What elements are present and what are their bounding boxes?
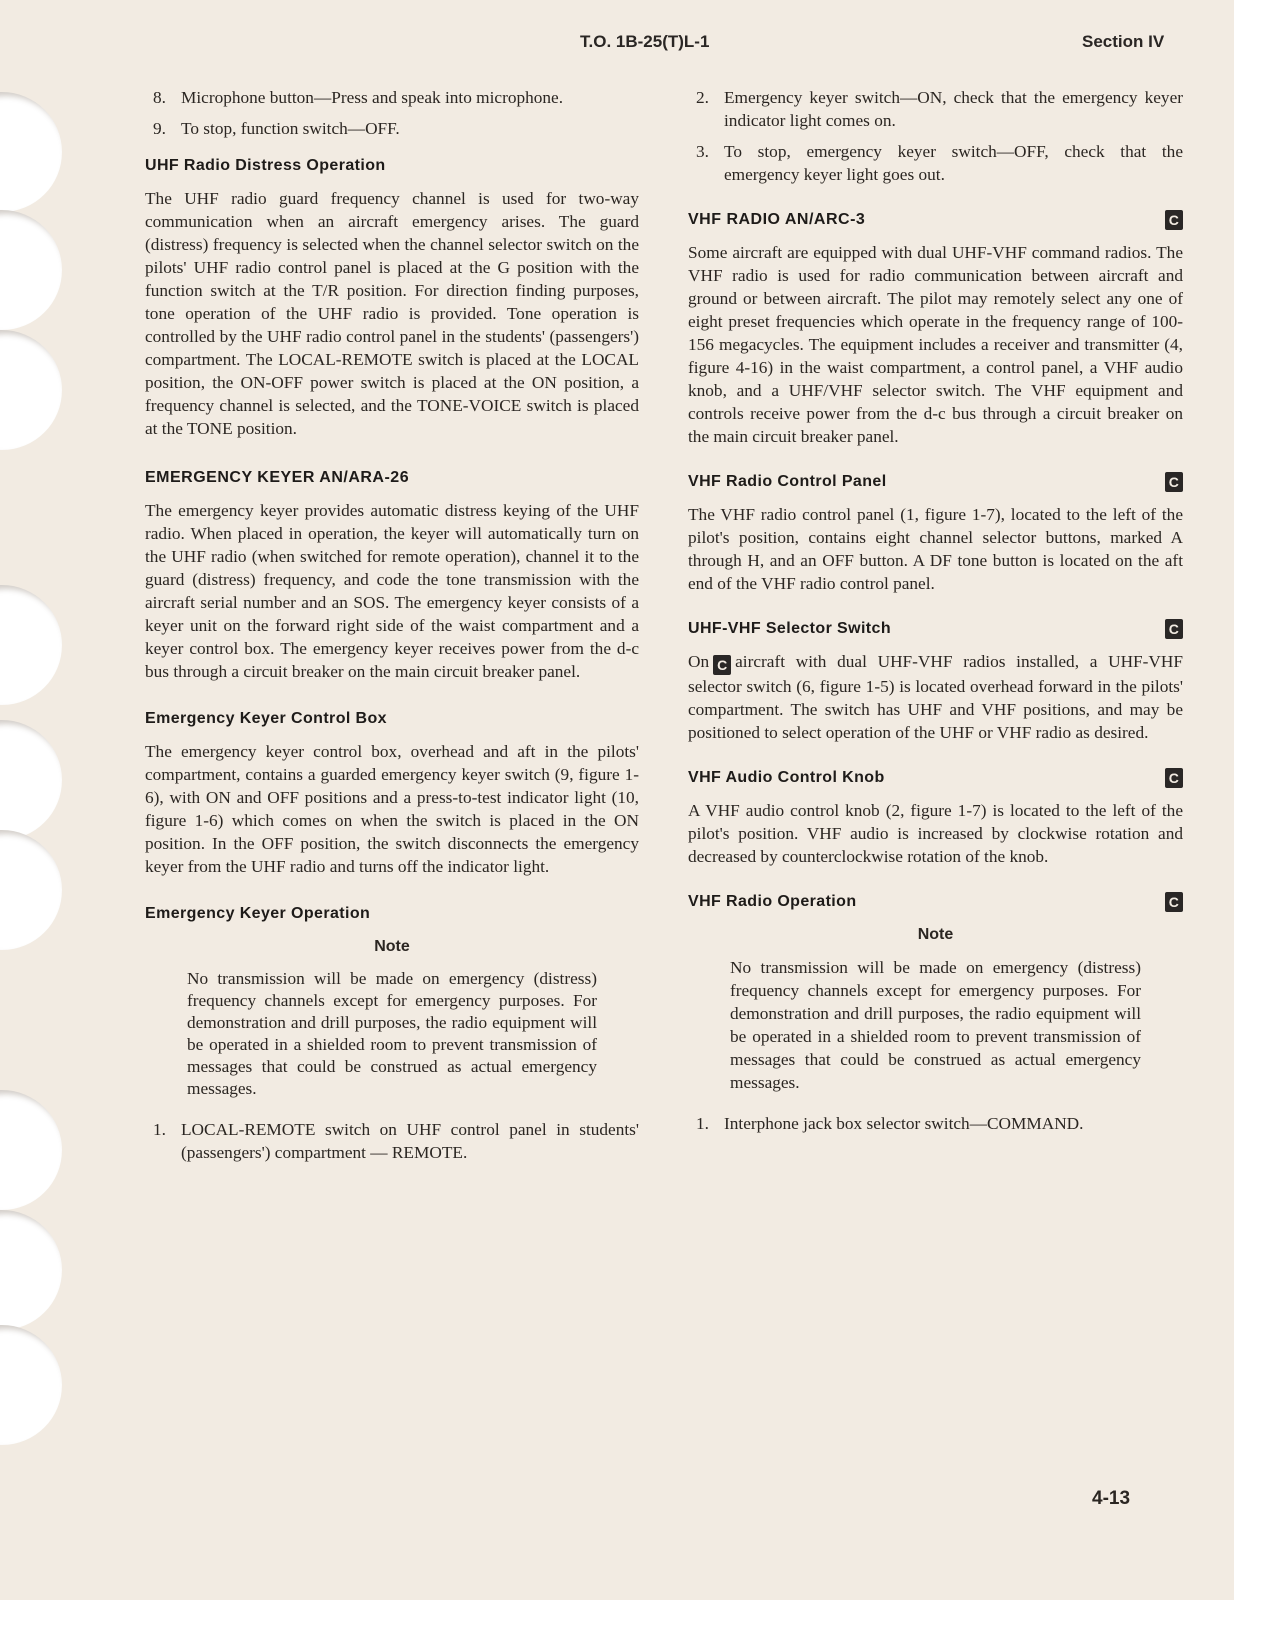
section-heading: UHF Radio Distress Operation xyxy=(145,157,386,174)
binder-hole xyxy=(0,92,62,212)
binder-hole xyxy=(0,585,62,705)
section-heading: Emergency Keyer Operation xyxy=(145,905,371,922)
binder-hole xyxy=(0,720,62,840)
body-paragraph: On C aircraft with dual UHF-VHF radios installed, a UHF-VHF selector switch (6, figure 1-5) is located overhead forward in the pilots' compartment. The switch has UHF and VHF positions, and may be positioned to select operation of the UHF or VHF radio as desired. xyxy=(688,652,1183,742)
configuration-c-badge: C xyxy=(1165,619,1183,639)
page-number: 4-13 xyxy=(1092,1488,1131,1509)
binder-hole xyxy=(0,210,62,330)
section-heading: VHF Radio Control Panel C xyxy=(688,470,1183,493)
note-text: No transmission will be made on emergency (distress) frequency channels except for emergency purposes. For demonstration and drill purposes, the radio equipment will be operated in a shielded room to prevent transmission of messages that could be construed as actual emergency messages. xyxy=(187,969,597,1098)
list-item: 9. To stop, function switch—OFF. xyxy=(153,119,400,138)
body-paragraph: Some aircraft are equipped with dual UHF-VHF command radios. The VHF radio is used for radio communication between aircraft and ground or between aircraft. The pilot may remotely select any one of eight preset frequencies which operate in the frequency range of 100-156 megacycles. The equipment includes a receiver and transmitter (4, figure 4-16) in the waist compartment, a control panel, a VHF audio knob, and a UHF/VHF selector switch. The VHF equipment and controls receive power from the d-c bus through a circuit breaker on the main circuit breaker panel. xyxy=(688,243,1183,446)
left-column xyxy=(145,86,639,1172)
note-title: Note xyxy=(917,926,954,943)
list-item: 8. Microphone button—Press and speak into microphone. xyxy=(153,88,564,107)
binder-hole xyxy=(0,1090,62,1210)
section-heading: VHF Radio Operation C xyxy=(688,890,1183,913)
binder-hole xyxy=(0,330,62,450)
configuration-c-badge: C xyxy=(1165,892,1183,912)
list-item: 1. Interphone jack box selector switch—COMMAND. xyxy=(696,1114,1084,1133)
section-label: Section IV xyxy=(1082,32,1165,51)
body-paragraph: The VHF radio control panel (1, figure 1-7), located to the left of the pilot's position, contains eight channel selector buttons, marked A through H, and an OFF button. A DF tone button is located on the aft end of the VHF radio control panel. xyxy=(688,505,1183,593)
section-heading: VHF RADIO AN/ARC-3 C xyxy=(688,208,1183,231)
body-paragraph: The UHF radio guard frequency channel is used for two-way communication when an aircraft emergency arises. The guard (distress) frequency is selected when the channel selector switch on the pilots' UHF radio control panel is placed at the G position with the function switch at the T/R position. For direction finding purposes, tone operation of the UHF radio is provided. Tone operation is controlled by the UHF radio control panel in the students' (passengers') compartment. The LOCAL-REMOTE switch is placed at the LOCAL position, the ON-OFF power switch is placed at the ON position, a frequency channel is selected, and the TONE-VOICE switch is placed at the TONE position. xyxy=(145,189,639,438)
body-paragraph: The emergency keyer control box, overhead and aft in the pilots' compartment, contains a guarded emergency keyer switch (9, figure 1-6), with ON and OFF positions and a press-to-test indicator light (10, figure 1-6) which comes on when the switch is placed in the ON position. In the OFF position, the switch disconnects the emergency keyer from the UHF radio and turns off the indicator light. xyxy=(145,742,639,876)
section-heading: Emergency Keyer Control Box xyxy=(145,710,387,727)
section-heading: UHF-VHF Selector Switch C xyxy=(688,617,1183,640)
list-item: 1. LOCAL-REMOTE switch on UHF control panel in students' (passengers') compartment — REMOTE. xyxy=(153,1120,639,1162)
binder-hole xyxy=(0,1325,62,1445)
binder-hole xyxy=(0,1210,62,1330)
document-number: T.O. 1B-25(T)L-1 xyxy=(580,32,710,51)
body-paragraph: The emergency keyer provides automatic distress keying of the UHF radio. When placed in operation, the keyer will automatically turn on the UHF radio (when switched for remote operation), channel it to the guard (distress) frequency, and code the tone transmission with the aircraft serial number and an SOS. The emergency keyer consists of a keyer unit on the forward right side of the waist compartment and a keyer control box. The emergency keyer receives power from the d-c bus through a circuit breaker on the main circuit breaker panel. xyxy=(145,501,639,681)
note-title: Note xyxy=(374,938,410,955)
note-text: No transmission will be made on emergency (distress) frequency channels except for emergency purposes. For demonstration and drill purposes, the radio equipment will be operated in a shielded room to prevent transmission of messages that could be construed as actual emergency messages. xyxy=(730,958,1141,1092)
configuration-c-badge: C xyxy=(1165,210,1183,230)
list-item: 2. Emergency keyer switch—ON, check that the emergency keyer indicator light comes on. xyxy=(696,88,1183,130)
section-heading: EMERGENCY KEYER AN/ARA-26 xyxy=(145,469,410,486)
binder-hole xyxy=(0,830,62,950)
configuration-c-badge: C xyxy=(1165,768,1183,788)
body-paragraph: A VHF audio control knob (2, figure 1-7) is located to the left of the pilot's position. VHF audio is increased by clockwise rotation and decreased by counterclockwise rotation of the knob. xyxy=(688,801,1183,866)
list-item: 3. To stop, emergency keyer switch—OFF, check that the emergency keyer light goes out. xyxy=(696,142,1183,184)
section-heading: VHF Audio Control Knob C xyxy=(688,766,1183,789)
right-column xyxy=(688,86,1183,1143)
configuration-c-badge: C xyxy=(1165,472,1183,492)
configuration-c-badge: C xyxy=(713,655,731,675)
